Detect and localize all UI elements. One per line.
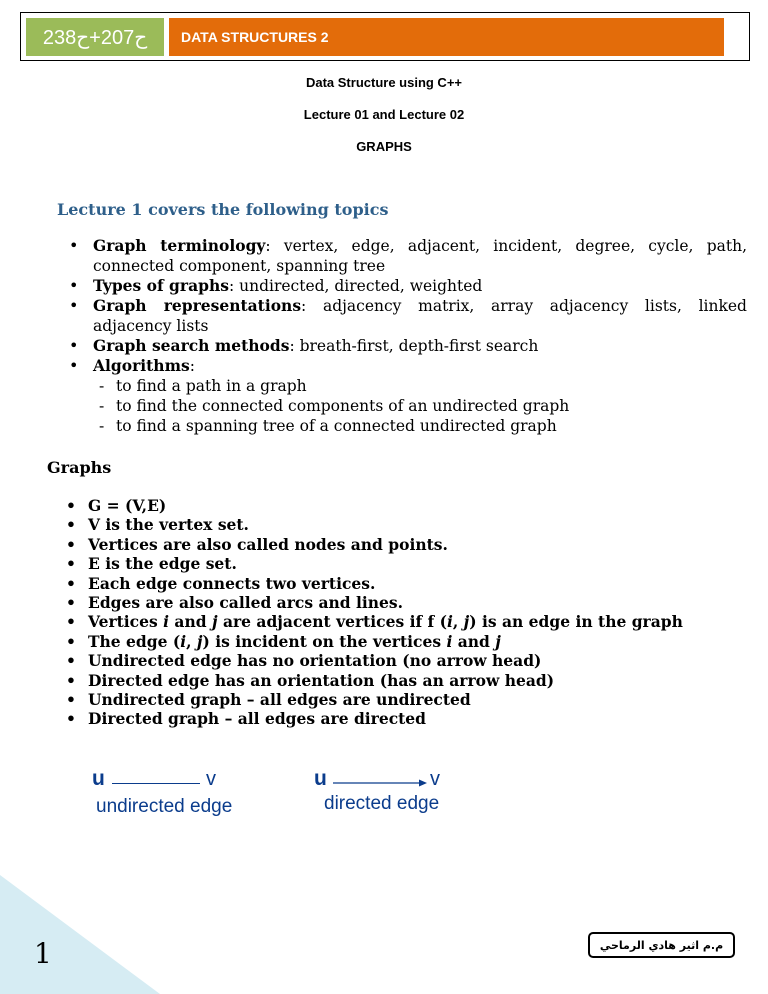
text-run: ) is an edge in the graph — [469, 612, 683, 632]
text-run: , — [452, 612, 464, 632]
directed-to-vertex: v — [430, 768, 440, 790]
var-j: j — [196, 631, 203, 651]
var-i: i — [446, 612, 453, 632]
var-j: j — [211, 612, 218, 632]
graphs-list — [66, 496, 768, 729]
list-item — [93, 276, 747, 296]
corner-decoration — [0, 875, 160, 994]
var-j: j — [495, 631, 501, 651]
undirected-to-vertex: v — [206, 768, 216, 790]
list-item: • G = (V,E) — [88, 496, 768, 515]
text-run: ) is incident on the vertices — [202, 631, 447, 651]
topics-list — [66, 236, 747, 436]
directed-edge-label: directed edge — [324, 793, 440, 814]
var-i: i — [180, 631, 187, 651]
var-i: i — [163, 612, 169, 632]
text-run: , — [186, 631, 197, 651]
topic-term: Algorithms — [93, 356, 190, 375]
list-item — [93, 296, 747, 336]
text-run: The edge ( — [88, 631, 181, 651]
topic-desc: : breath-first, depth-first search — [289, 337, 539, 355]
list-item: • Directed edge has an orientation (has an arrow head) — [88, 671, 768, 690]
directed-edge-arrow — [333, 777, 427, 789]
var-j: j — [463, 612, 470, 632]
list-item — [93, 356, 747, 436]
list-item: • V is the vertex set. — [88, 515, 768, 534]
lecture1-heading: Lecture 1 covers the following topics — [57, 200, 389, 219]
topic-term: Graph search methods — [93, 336, 290, 355]
list-item — [93, 336, 747, 356]
list-item: • Edges are also called arcs and lines. — [88, 593, 768, 612]
page-number: 1 — [34, 937, 52, 970]
algorithms-sublist — [93, 376, 747, 436]
text-run: and — [169, 612, 212, 632]
graphs-heading: Graphs — [47, 458, 112, 477]
list-item: • Undirected graph – all edges are undirected — [88, 690, 768, 709]
doc-subtitle: Data Structure using C++ — [305, 75, 463, 90]
topic-term: Types of graphs — [93, 276, 229, 295]
topic-term: Graph representations — [93, 296, 302, 315]
author-box: م.م اثير هادي الرماحي — [588, 932, 735, 958]
list-item: - to find the connected components of an undirected graph — [93, 396, 747, 416]
course-code-badge: ح207+ح238 — [26, 18, 164, 56]
topic-desc: : adjacency matrix, array adjacency lists, linked adjacency lists — [93, 297, 747, 335]
undirected-from-vertex: u — [92, 767, 105, 790]
text-run: are adjacent vertices if f ( — [217, 612, 447, 632]
list-item: • Each edge connects two vertices. — [88, 574, 768, 593]
topic-desc: : undirected, directed, weighted — [228, 277, 483, 295]
undirected-edge-line — [112, 783, 200, 784]
text-run: and — [452, 631, 496, 651]
topic-desc: : — [189, 357, 195, 375]
lecture-numbers: Lecture 01 and Lecture 02 — [303, 107, 465, 122]
list-item: - to find a path in a graph — [93, 376, 747, 396]
text-run: Vertices — [88, 612, 164, 632]
var-i: i — [446, 631, 453, 651]
undirected-edge-label: undirected edge — [96, 796, 233, 817]
course-title-bar: DATA STRUCTURES 2 — [169, 18, 724, 56]
list-item — [88, 632, 768, 651]
list-item: • Undirected edge has no orientation (no arrow head) — [88, 651, 768, 670]
list-item: • E is the edge set. — [88, 554, 768, 573]
list-item: • Directed graph – all edges are directed — [88, 709, 768, 728]
list-item: • Vertices are also called nodes and points. — [88, 535, 768, 554]
topic-term: Graph terminology — [93, 236, 266, 255]
topic-desc: : vertex, edge, adjacent, incident, degree, cycle, path, connected component, spanning tree — [93, 237, 747, 275]
list-item — [88, 612, 768, 631]
directed-from-vertex: u — [314, 767, 327, 790]
doc-title: GRAPHS — [356, 139, 412, 154]
list-item: - to find a spanning tree of a connected undirected graph — [93, 416, 747, 436]
list-item — [93, 236, 747, 276]
